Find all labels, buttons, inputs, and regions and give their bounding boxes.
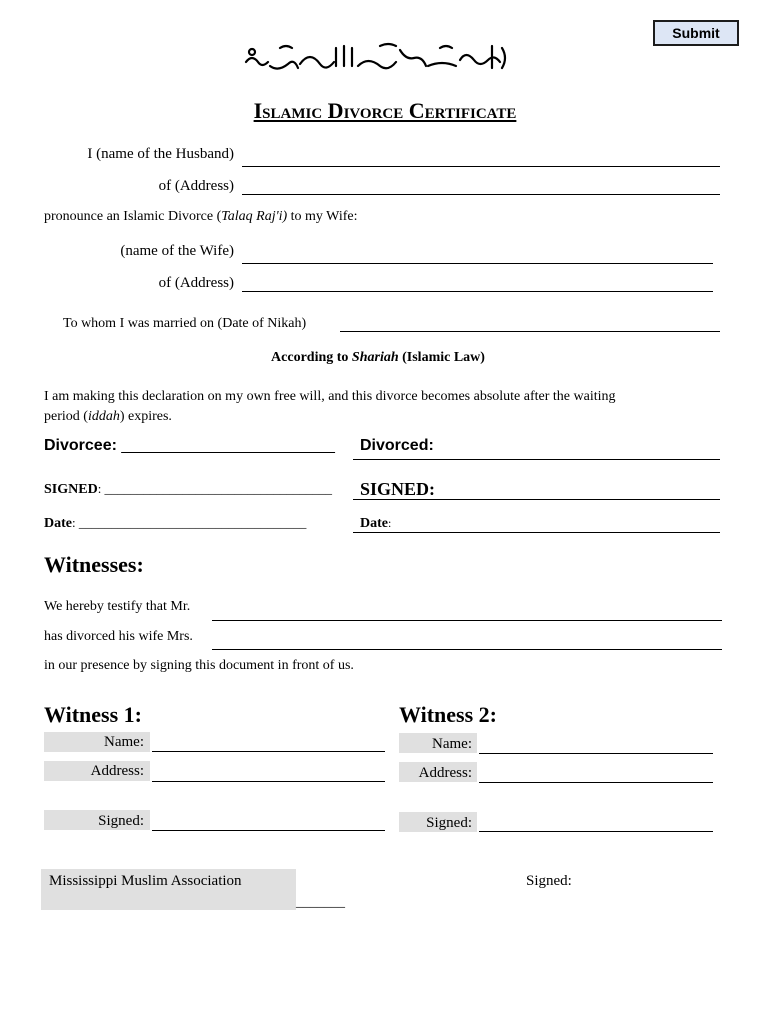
- witnesses-heading: Witnesses:: [44, 552, 144, 577]
- pronounce-text-a: pronounce an Islamic Divorce (: [44, 209, 222, 224]
- association-underscores: _______: [296, 895, 345, 910]
- husband-address-field[interactable]: [242, 178, 720, 195]
- signed-left: [44, 481, 332, 498]
- shariah-b: (Islamic Law): [398, 350, 485, 365]
- nikah-date-label: To whom I was married on (Date of Nikah): [63, 316, 307, 331]
- wife-testify-field[interactable]: [212, 633, 722, 650]
- pronounce-text-b: to my Wife:: [287, 209, 358, 224]
- talaq-term: Talaq Raj'i): [221, 209, 288, 224]
- bottom-signed-label: Signed:: [526, 873, 572, 889]
- date-right-label: Date: [360, 516, 388, 531]
- date-left-blank: : ___________________________________: [72, 515, 307, 530]
- testify-label: We hereby testify that Mr.: [44, 599, 191, 614]
- shariah-heading: [0, 350, 756, 366]
- divorcee-label: [44, 437, 335, 455]
- husband-address-label: of (Address): [158, 178, 234, 194]
- witness1-address-label: Address:: [90, 763, 144, 779]
- witness2-address-field[interactable]: [479, 766, 713, 783]
- submit-button[interactable]: Submit: [653, 20, 739, 46]
- wife-address-label: of (Address): [158, 275, 234, 291]
- witness2-signed-label: Signed:: [426, 815, 472, 831]
- witness2-signed-field[interactable]: [479, 815, 713, 832]
- witness1-heading: Witness 1:: [44, 702, 142, 727]
- witness1-address-field[interactable]: [152, 765, 385, 782]
- shariah-a: According to: [271, 350, 352, 365]
- witness1-name-label: Name:: [104, 734, 144, 750]
- association-name: Mississippi Muslim Association: [49, 873, 242, 889]
- divorced-label: Divorced:: [360, 437, 434, 454]
- witness1-signed-label: Signed:: [98, 813, 144, 829]
- divorced-underline: [353, 459, 720, 460]
- page-title: Islamic Divorce Certificate: [253, 98, 517, 123]
- divorcee-text: Divorcee:: [44, 437, 117, 454]
- shariah-term: Shariah: [351, 350, 399, 365]
- signed-left-blank: : ___________________________________: [97, 481, 333, 496]
- divorced-wife-label: has divorced his wife Mrs.: [44, 629, 193, 644]
- signed-right-label: SIGNED:: [360, 479, 436, 499]
- date-right-underline: [353, 532, 720, 533]
- nikah-date-field[interactable]: [340, 315, 720, 332]
- wife-name-label: (name of the Wife): [120, 243, 234, 259]
- pronounce-text: [44, 209, 358, 225]
- iddah-term: iddah: [87, 409, 120, 424]
- witness1-name-field[interactable]: [152, 735, 385, 752]
- bismillah-calligraphy-icon: [240, 40, 516, 76]
- declaration-line1: I am making this declaration on my own free will, and this divorce becomes absolute after the waiting: [44, 389, 616, 404]
- witness1-signed-field[interactable]: [152, 814, 385, 831]
- date-left: [44, 515, 306, 532]
- witness2-heading: Witness 2:: [399, 702, 497, 727]
- signed-right-underline: [353, 499, 720, 500]
- husband-name-field[interactable]: [242, 150, 720, 167]
- date-right-colon: :: [388, 516, 392, 530]
- witness2-address-label: Address:: [418, 765, 472, 781]
- date-left-label: Date: [44, 516, 72, 531]
- witness2-name-label: Name:: [432, 736, 472, 752]
- declaration-line2-a: period (: [44, 409, 88, 424]
- date-right: [360, 515, 391, 532]
- husband-name-label: I (name of the Husband): [87, 146, 234, 162]
- wife-address-field[interactable]: [242, 275, 713, 292]
- husband-testify-field[interactable]: [212, 604, 722, 621]
- declaration-line2-b: ) expires.: [119, 409, 172, 424]
- signed-left-label: SIGNED: [44, 482, 98, 497]
- declaration-line2: [44, 409, 172, 425]
- witness2-name-field[interactable]: [479, 737, 713, 754]
- wife-name-field[interactable]: [242, 247, 713, 264]
- divorcee-blank: ________________________: [121, 437, 335, 454]
- presence-text: in our presence by signing this document in front of us.: [44, 658, 354, 673]
